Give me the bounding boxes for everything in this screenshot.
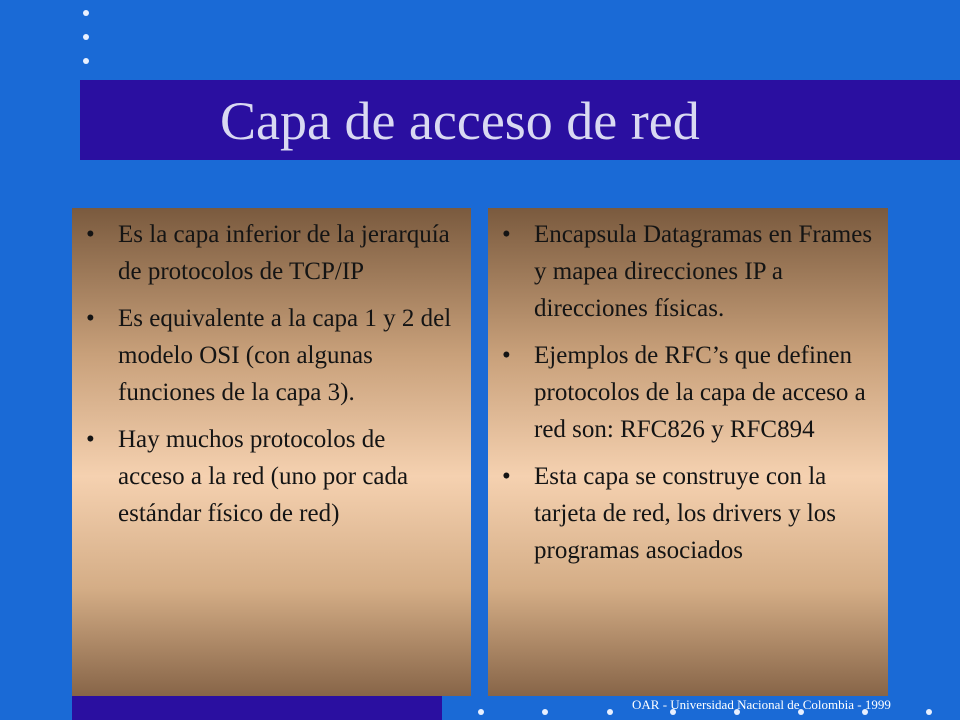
- dot-icon: [83, 10, 89, 16]
- bullet-icon: •: [502, 463, 511, 490]
- right-bullet-list: [488, 216, 874, 569]
- bullet-item: [72, 300, 457, 411]
- bullet-icon: •: [502, 221, 511, 248]
- bullet-text: Es equivalente a la capa 1 y 2 del modelo OSI (con algunas funciones de la capa 3).: [118, 305, 452, 406]
- bullet-item: [488, 458, 874, 569]
- bullet-text: Encapsula Datagramas en Frames y mapea direcciones IP a direcciones físicas.: [534, 221, 873, 322]
- bottom-strip: [72, 696, 442, 720]
- bullet-item: [72, 216, 457, 290]
- dot-icon: [83, 34, 89, 40]
- slide-title: Capa de acceso de red: [220, 91, 700, 151]
- footer-text: OAR - Universidad Nacional de Colombia - 1999: [632, 697, 891, 712]
- bullet-text: Hay muchos protocolos de acceso a la red (uno por cada estándar físico de red): [118, 426, 409, 527]
- dot-icon: [83, 58, 89, 64]
- bullet-text: Esta capa se construye con la tarjeta de red, los drivers y los programas asociados: [534, 463, 836, 564]
- bullet-text: Ejemplos de RFC’s que definen protocolos de la capa de acceso a red son: RFC826 y RFC894: [534, 342, 866, 443]
- dot-icon: [542, 709, 548, 715]
- bullet-item: [488, 216, 874, 327]
- bullet-icon: •: [502, 342, 511, 369]
- dot-icon: [607, 709, 613, 715]
- bullet-icon: •: [86, 305, 95, 332]
- bullet-item: [72, 421, 457, 532]
- right-content-panel: [488, 208, 888, 696]
- bullet-icon: •: [86, 426, 95, 453]
- bullet-icon: •: [86, 221, 95, 248]
- bullet-item: [488, 337, 874, 448]
- dot-icon: [926, 709, 932, 715]
- left-content-panel: [72, 208, 471, 696]
- left-bullet-list: [72, 216, 457, 532]
- bullet-text: Es la capa inferior de la jerarquía de protocolos de TCP/IP: [118, 221, 450, 285]
- dot-icon: [478, 709, 484, 715]
